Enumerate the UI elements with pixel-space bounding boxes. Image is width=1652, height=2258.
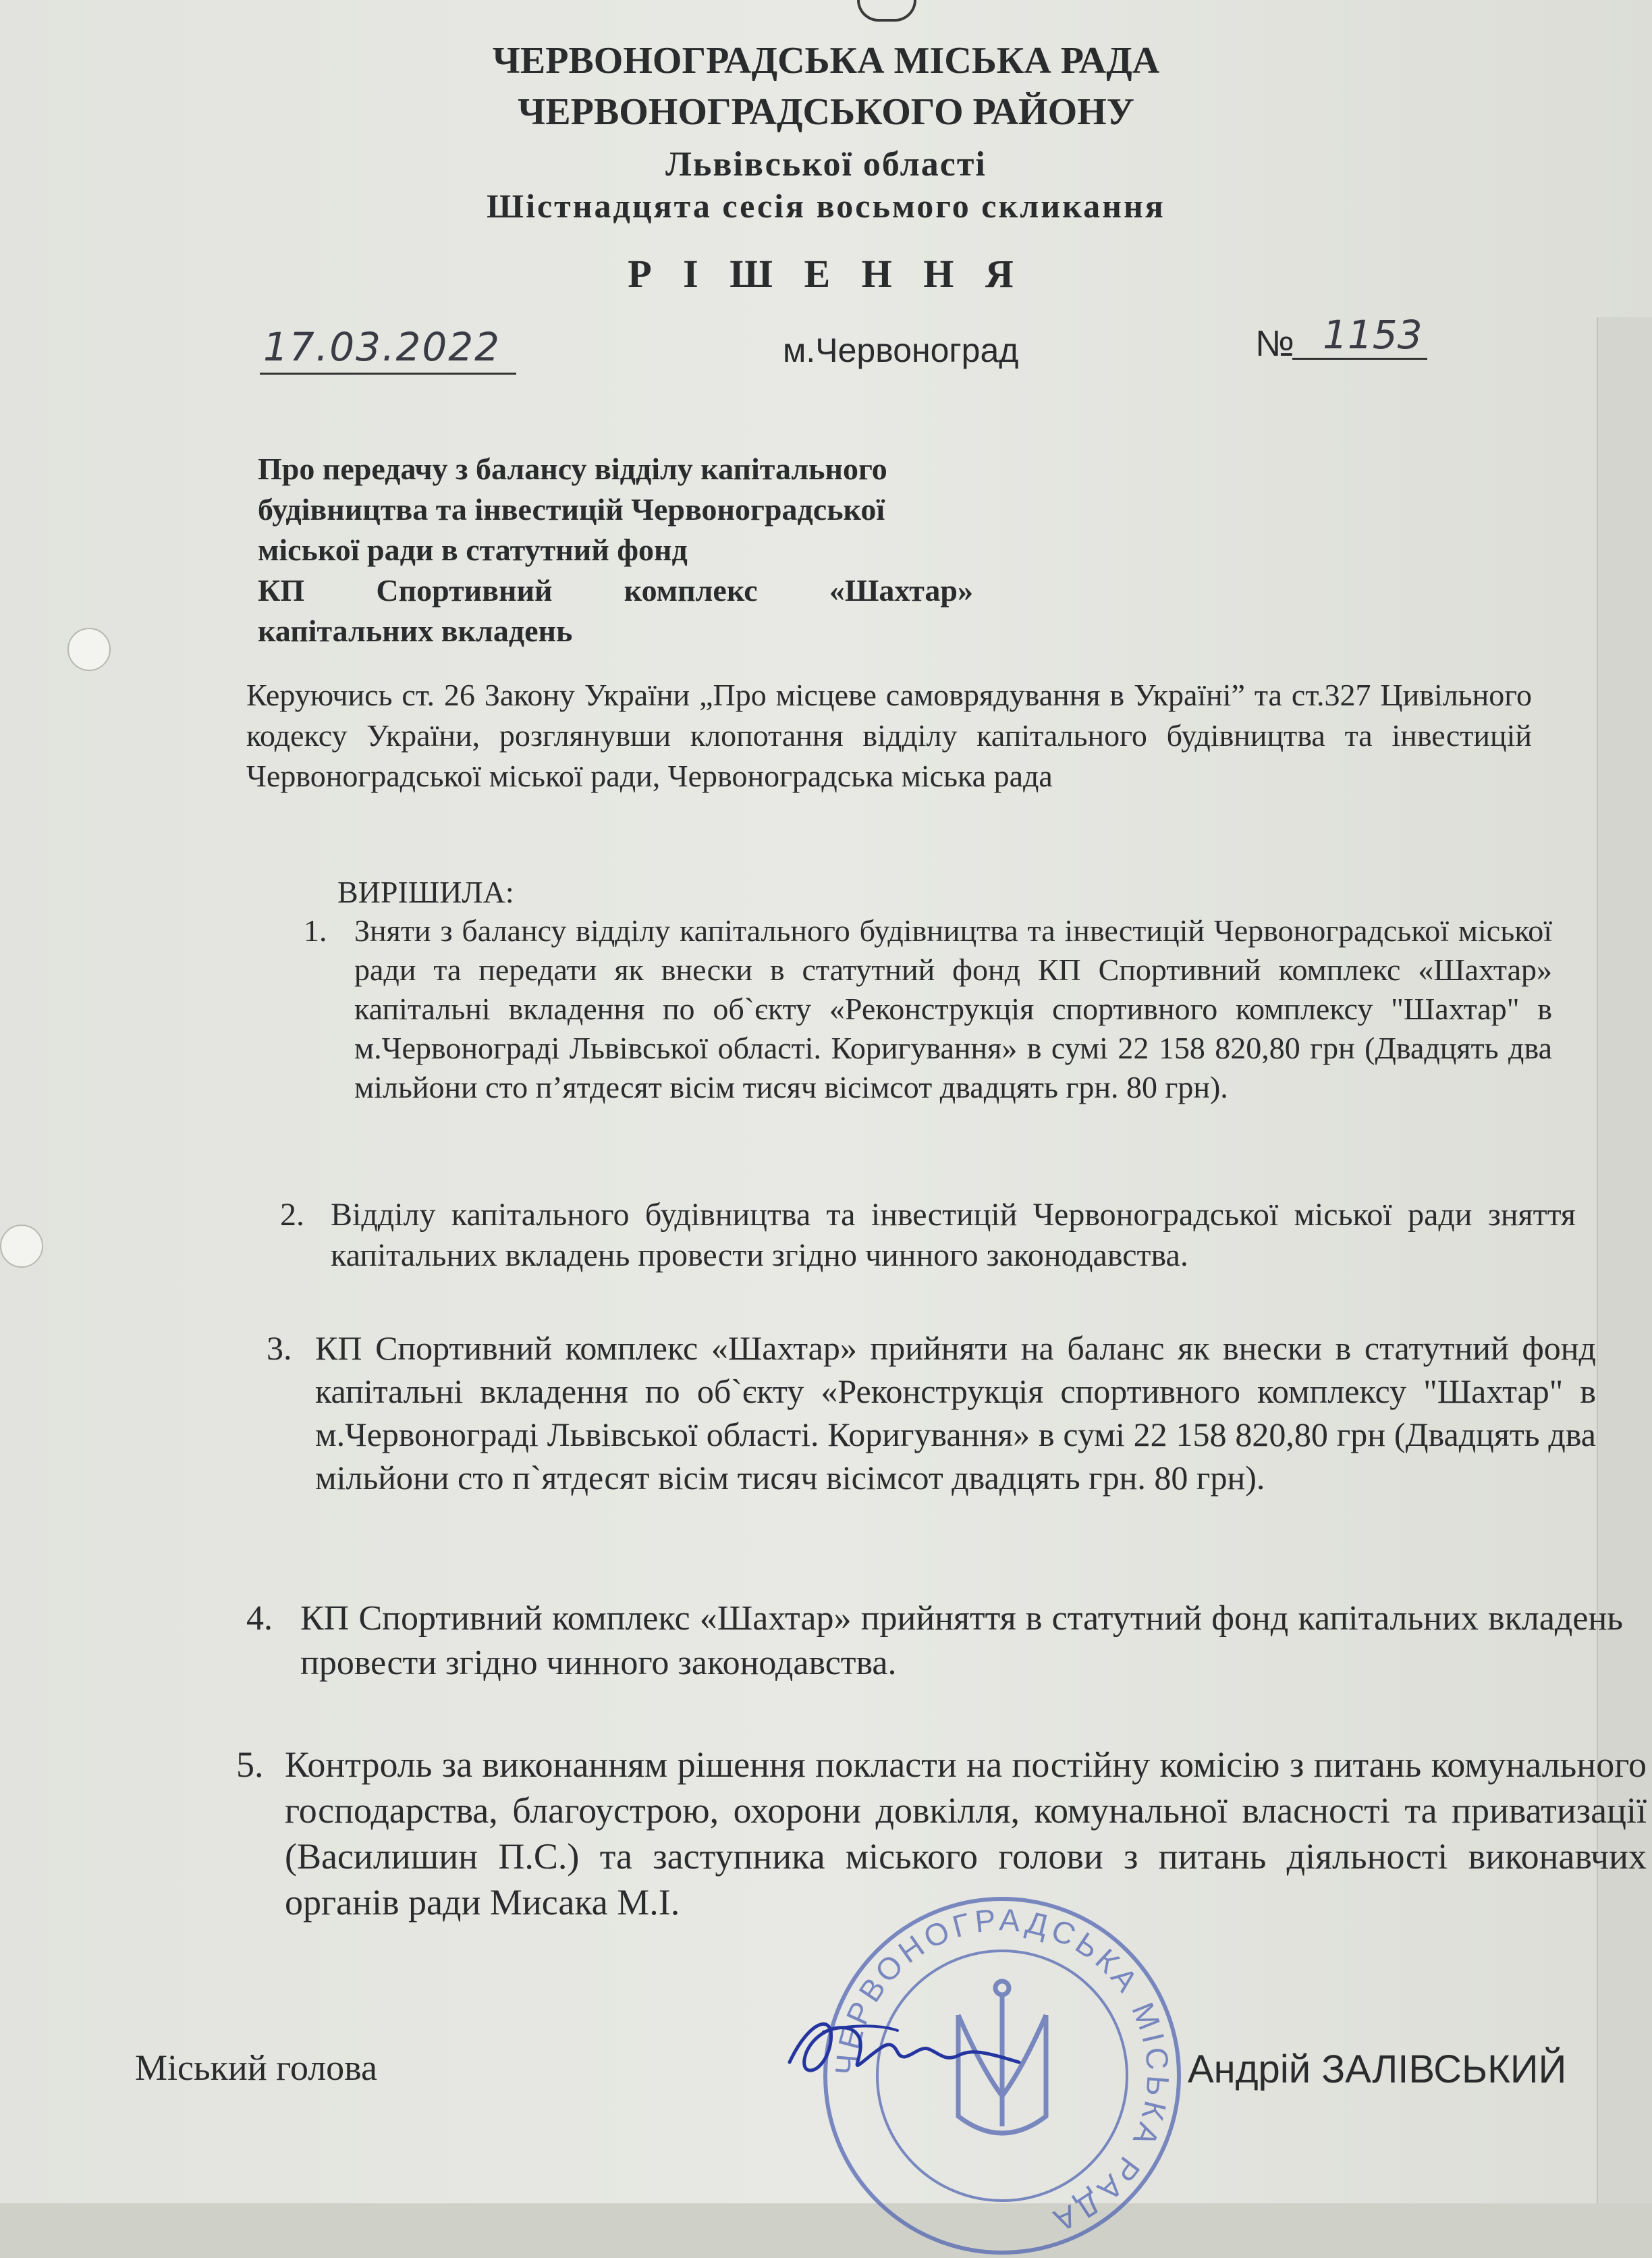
date-underline [260, 373, 516, 375]
subject-word: КП [258, 573, 305, 608]
subject-word: Спортивний [376, 573, 553, 608]
list-item [304, 911, 1552, 1107]
number-underline [1292, 358, 1427, 360]
subject-line: капітальних вкладень [258, 614, 573, 648]
number-sign: № [1255, 323, 1294, 364]
item-text: КП Спортивний комплекс «Шахтар» прийняття в статутний фонд капітальних вкладень провести згідно чинного законодавства. [300, 1599, 1623, 1682]
decision-date: 17.03.2022 [263, 324, 501, 370]
item-text: Зняти з балансу відділу капітального будівництва та інвестицій Червоноградської міської ради та передати як внески в статутний фонд КП Спортивний комплекс «Шахтар» капітальні вкладення по об`єкту «Реконструкція спортивного комплексу "Шахтар" в м.Червонограді Львівської області. Коригування» в сумі 22 158 820,80 грн (Двадцять два мільйони сто п’ятдесят вісім тисяч вісімсот двадцять грн. 80 грн). [354, 913, 1552, 1104]
decision-number: 1153 [1323, 312, 1423, 358]
list-item [280, 1195, 1576, 1276]
preamble-paragraph: Керуючись ст. 26 Закону України „Про місцеве самоврядування в Україні” та ст.327 Цивільного кодексу України, розглянувши клопотання відділу капітального будівництва та інвестицій Червоноградської міської ради, Червоноградська міська рада [246, 678, 1532, 793]
subject-line: Про передачу з балансу відділу капітального [258, 452, 887, 486]
list-item [246, 1596, 1623, 1686]
item-text: Контроль за виконанням рішення покласти на постійну комісію з питань комунального господарства, благоустрою, охорони довкілля, комунальної власності та приватизації (Василишин П.С.) та заступника міського голови з питань діяльності виконавчих органів ради Мисака М.І. [285, 1744, 1647, 1923]
punch-hole-icon [67, 628, 111, 671]
item-number: 3. [267, 1329, 292, 1367]
stamp-text: ЧЕРВОНОГРАДСЬКА МІСЬКА РАДА [828, 1902, 1176, 2240]
mayor-name: Андрій ЗАЛІВСЬКИЙ [1188, 2047, 1567, 2091]
subject-word: «Шахтар» [829, 573, 973, 608]
mayor-title: Міський голова [135, 2047, 377, 2088]
subject-line [258, 570, 973, 611]
decision-subject [258, 449, 973, 651]
subject-word: комплекс [624, 573, 758, 608]
document-type: Р І Ш Е Н Н Я [628, 252, 1024, 296]
item-number: 2. [280, 1197, 304, 1233]
item-number: 5. [236, 1744, 264, 1785]
item-number: 4. [246, 1599, 273, 1638]
list-item [267, 1326, 1596, 1499]
punch-hole-icon [0, 1225, 43, 1268]
item-text: КП Спортивний комплекс «Шахтар» прийняти на баланс як внески в статутний фонд капітальні вкладення по об`єкту «Реконструкція спортивного комплексу "Шахтар" в м.Червонограді Львівської області. Коригування» в сумі 22 158 820,80 грн (Двадцять два мільйони сто п`ятдесят вісім тисяч вісімсот двадцять грн. 80 грн). [315, 1329, 1596, 1497]
item-text: Відділу капітального будівництва та інвестицій Червоноградської міської ради зняття капітальних вкладень провести згідно чинного законодавства. [331, 1197, 1576, 1273]
region-name: Львівської області [665, 145, 987, 184]
decision-city: м.Червоноград [783, 331, 1019, 369]
item-number: 1. [304, 913, 327, 948]
signature-icon [783, 1998, 1026, 2093]
subject-line: міської ради в статутний фонд [258, 533, 688, 567]
session-name: Шістнадцята сесія восьмого скликання [487, 187, 1165, 225]
council-name: ЧЕРВОНОГРАДСЬКА МІСЬКА РАДА [492, 40, 1160, 82]
decided-heading: ВИРІШИЛА: [337, 875, 514, 909]
subject-line: будівництва та інвестицій Червоноградської [258, 492, 885, 527]
district-name: ЧЕРВОНОГРАДСЬКОГО РАЙОНУ [518, 91, 1134, 133]
